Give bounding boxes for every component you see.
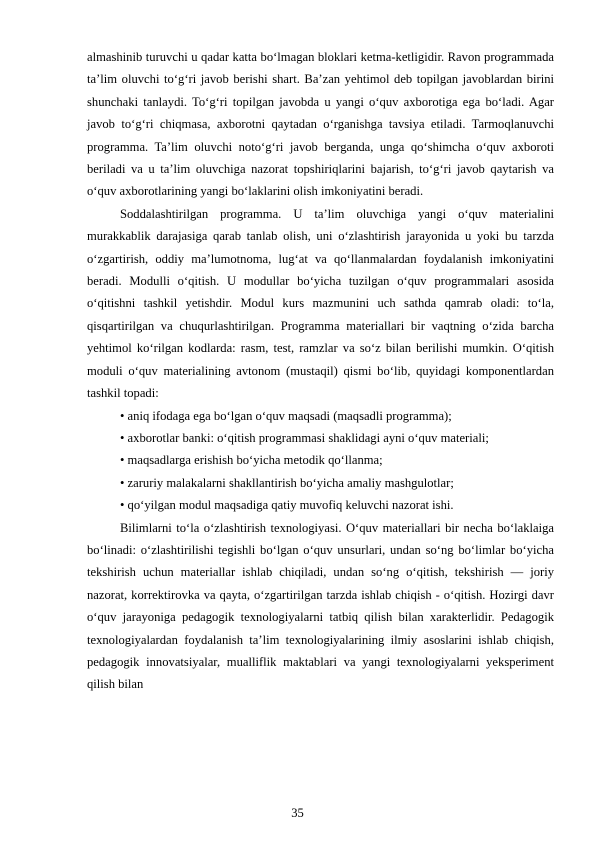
list-item: • aniq ifodaga ega bo‘lgan o‘quv maqsadi (maqsadli programma); (120, 408, 452, 423)
paragraph-simplified-program: Soddalashtirilgan programma. U ta’lim oluvchiga yangi o‘quv materialini murakkablik darajasiga qarab tanlab olish, uni o‘zlashtirish jarayonida u yoki bu tarzda o‘zgartirish, oddiy ma’lumotnoma, lug‘at va qo‘llanmalardan foydalanish imkoniyatini beradi. Modulli o‘qitish. U modullar bo‘yicha tuzilgan o‘quv programmalari asosida o‘qitishni tashkil yetishdir. Modul kurs mazmunini uch sathda qamrab oladi: to‘la, qisqartirilgan va chuqurlashtirilgan. Programma materiallari bir vaqtning o‘zida barcha yehtimol ko‘rilgan kodlarda: rasm, test, ramzlar va so‘z bilan berilishi mumkin. O‘qitish moduli o‘quv materialining avtonom (mustaqil) qismi bo‘lib, quyidagi komponentlardan tashkil topadi: (87, 206, 554, 401)
paragraph-programs: almashinib turuvchi u qadar katta bo‘lmagan bloklari ketma-ketligidir. Ravon programmada ta’lim oluvchi to‘g‘ri javob berishi shart. Ba’zan yehtimol deb topilgan javoblardan birini shunchaki tanlaydi. To‘g‘ri topilgan javobda u yangi o‘quv axborotiga ega bo‘ladi. Agar javob to‘g‘ri chiqmasa, axborotni qaytadan o‘rganishga tavsiya etiladi. Tarmoqlanuvchi programma. Ta’lim oluvchi noto‘g‘ri javob berganda, unga qo‘shimcha o‘quv axboroti beriladi va u ta’lim oluvchiga nazorat topshiriqlarini bajarish, to‘g‘ri javob qaytarish va o‘quv axborotlarining yangi bo‘laklarini olish imkoniyatini beradi. (87, 50, 554, 199)
list-item: • zaruriy malakalarni shakllantirish bo‘yicha amaliy mashgulotlar; (120, 475, 454, 490)
component-list (87, 405, 554, 517)
page-number: 35 (291, 806, 304, 820)
list-item: • qo‘yilgan modul maqsadiga qatiy muvofiq keluvchi nazorat ishi. (120, 498, 454, 513)
document-page (87, 46, 554, 696)
list-item: • axborotlar banki: o‘qitish programmasi shaklidagi ayni o‘quv materiali; (120, 430, 489, 445)
list-item: • maqsadlarga erishish bo‘yicha metodik qo‘llanma; (120, 453, 383, 468)
paragraph-mastery-technology: Bilimlarni to‘la o‘zlashtirish texnologiyasi. O‘quv materiallari bir necha bo‘laklaiga bo‘linadi: o‘zlashtirilishi tegishli bo‘lgan o‘quv unsurlari, undan so‘ng bo‘limlar bo‘yicha tekshirish uchun materiallar ishlab chiqiladi, undan so‘ng o‘qitish, tekshirish — joriy nazorat, korrektirovka va qayta, o‘zgartirilgan tarzda ishlab chiqish - o‘qitish. Hozirgi davr o‘quv jarayoniga pedagogik texnologiyalarni tatbiq qilish bilan xarakterlidir. Pedagogik texnologiyalardan foydalanish ta’lim texnologiyalarining ilmiy asoslarini ishlab chiqish, pedagogik innovatsiyalar, mualliflik maktablari va yangi texnologiyalarni yeksperiment qilish bilan (87, 520, 554, 692)
